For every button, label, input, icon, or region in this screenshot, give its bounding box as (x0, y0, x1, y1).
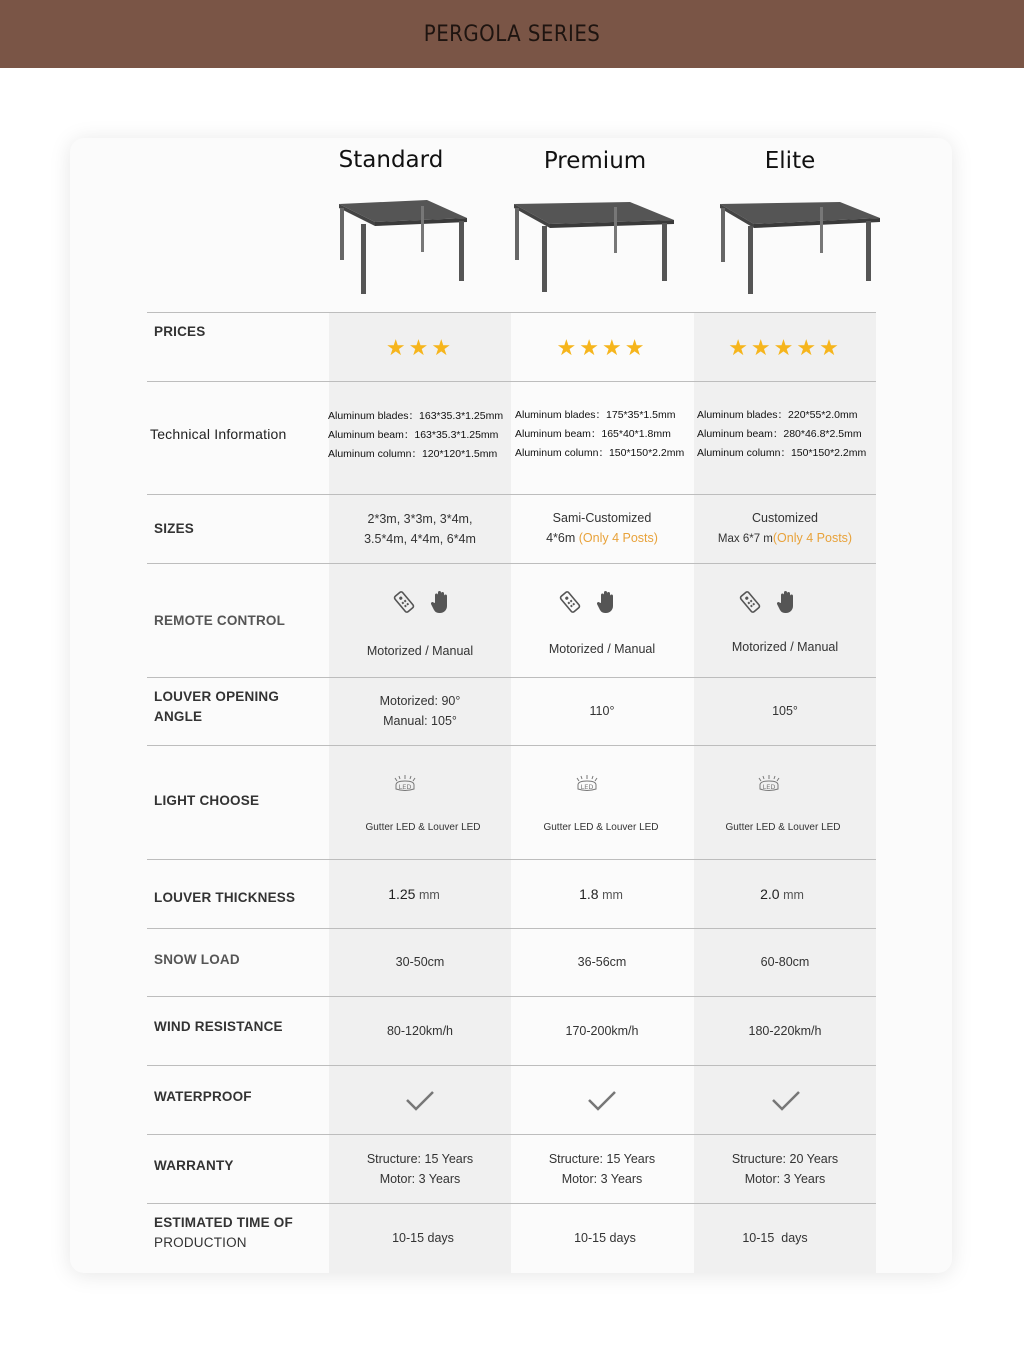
row-label-waterproof: WATERPROOF (154, 1089, 252, 1104)
snow-elite: 60-80cm (760, 955, 810, 969)
thickness-unit: mm (602, 888, 623, 902)
header-banner (0, 0, 1024, 68)
sizes-note: (Only 4 Posts) (772, 531, 853, 545)
thickness-premium (510, 884, 692, 905)
tech-column: Aluminum column：150*150*2.2mm (515, 447, 685, 459)
row-divider (147, 1203, 876, 1204)
remote-control-icon (391, 589, 417, 615)
warranty-elite (694, 1149, 876, 1189)
warranty-standard (329, 1149, 511, 1189)
warranty-line: Structure: 20 Years (731, 1152, 839, 1166)
snow-standard: 30-50cm (395, 955, 445, 969)
checkmark-icon (771, 1090, 801, 1112)
thickness-elite (691, 884, 873, 905)
led-icon (756, 772, 782, 796)
sizes-value: 4*6m (546, 531, 576, 545)
thickness-standard (323, 884, 505, 905)
row-divider (147, 859, 876, 860)
warranty-line: Motor: 3 Years (379, 1172, 461, 1186)
warranty-line: Motor: 3 Years (561, 1172, 643, 1186)
row-label-production (154, 1213, 293, 1253)
row-label-warranty: WARRANTY (154, 1158, 234, 1173)
row-divider (147, 381, 876, 382)
row-label-remote: REMOTE CONTROL (154, 613, 286, 628)
sizes-elite (694, 508, 876, 549)
tech-column: Aluminum column：150*150*2.2mm (697, 447, 867, 459)
row-label-light: LIGHT CHOOSE (154, 793, 260, 808)
light-elite: Gutter LED & Louver LED (725, 822, 841, 833)
column-header-premium: Premium (543, 148, 647, 174)
row-divider (147, 494, 876, 495)
svg-text:LED: LED (398, 783, 412, 791)
row-label-technical: Technical Information (150, 426, 287, 442)
label-line: ANGLE (154, 709, 203, 724)
sizes-line: 3.5*4m, 4*4m, 6*4m (364, 532, 476, 546)
label-line: ESTIMATED TIME OF (154, 1215, 293, 1230)
pergola-premium-icon (510, 198, 680, 298)
column-header-elite: Elite (764, 148, 816, 174)
row-label-sizes: SIZES (154, 521, 195, 536)
thickness-value: 1.8 (579, 886, 599, 902)
remote-premium: Motorized / Manual (548, 642, 656, 656)
thickness-value: 1.25 (388, 886, 416, 902)
hand-icon (595, 589, 619, 615)
row-label-snow: SNOW LOAD (154, 952, 240, 967)
label-line: LOUVER OPENING (154, 689, 280, 704)
tech-info-elite (697, 406, 866, 463)
wind-premium: 170-200km/h (565, 1024, 639, 1038)
tech-info-standard (328, 407, 503, 464)
warranty-line: Structure: 15 Years (548, 1152, 656, 1166)
warranty-premium (511, 1149, 693, 1189)
row-divider (147, 1134, 876, 1135)
thickness-unit: mm (783, 888, 804, 902)
light-premium: Gutter LED & Louver LED (543, 822, 659, 833)
row-divider (147, 563, 876, 564)
tech-blades: Aluminum blades：175*35*1.5mm (515, 409, 676, 421)
remote-elite: Motorized / Manual (731, 640, 839, 654)
wind-elite: 180-220km/h (748, 1024, 822, 1038)
row-label-prices: PRICES (154, 324, 206, 339)
sizes-premium (511, 508, 693, 548)
tech-blades: Aluminum blades：163*35.3*1.25mm (328, 410, 504, 422)
row-divider (147, 928, 876, 929)
sizes-note: (Only 4 Posts) (578, 531, 658, 545)
row-divider (147, 677, 876, 678)
angle-line: Manual: 105° (383, 714, 457, 728)
thickness-value: 2.0 (760, 886, 780, 902)
remote-control-icon (737, 589, 763, 615)
pergola-elite-icon (716, 198, 886, 298)
row-divider (147, 745, 876, 746)
hand-icon (775, 589, 799, 615)
tech-beam: Aluminum beam：163*35.3*1.25mm (328, 429, 499, 441)
sizes-standard (329, 509, 511, 549)
wind-standard: 80-120km/h (386, 1024, 453, 1038)
sizes-line: 2*3m, 3*3m, 3*4m, (367, 512, 473, 526)
remote-icons-elite (737, 589, 799, 615)
warranty-line: Motor: 3 Years (744, 1172, 826, 1186)
sizes-value: Max 6*7 m (717, 533, 773, 545)
label-line: PRODUCTION (154, 1235, 247, 1250)
tech-column: Aluminum column：120*120*1.5mm (328, 448, 498, 460)
row-label-louver-angle (154, 687, 279, 727)
tech-info-premium (515, 406, 684, 463)
page-title: PERGOLA SERIES (423, 21, 601, 47)
production-premium: 10-15 days (574, 1231, 636, 1245)
remote-icons-standard (391, 589, 453, 615)
warranty-line: Structure: 15 Years (366, 1152, 474, 1166)
row-divider (147, 1065, 876, 1066)
tech-beam: Aluminum beam：280*46.8*2.5mm (697, 428, 862, 440)
snow-premium: 36-56cm (577, 955, 627, 969)
production-standard: 10-15 days (392, 1231, 454, 1245)
remote-standard: Motorized / Manual (366, 644, 474, 658)
rating-stars-standard: ★★★ (385, 335, 455, 360)
column-header-standard: Standard (338, 147, 444, 173)
row-divider (147, 312, 876, 313)
hand-icon (429, 589, 453, 615)
production-elite: 10-15 days (742, 1231, 808, 1245)
pergola-standard-icon (335, 196, 471, 296)
rating-stars-premium: ★★★★ (556, 335, 648, 360)
angle-line: Motorized: 90° (379, 694, 461, 708)
svg-text:LED: LED (580, 783, 594, 791)
tech-beam: Aluminum beam：165*40*1.8mm (515, 428, 671, 440)
louver-angle-elite: 105° (772, 704, 798, 718)
louver-angle-standard (329, 691, 511, 731)
sizes-line: Sami-Customized (552, 511, 652, 525)
sizes-line (511, 528, 693, 548)
light-standard: Gutter LED & Louver LED (365, 822, 481, 833)
led-icon (574, 772, 600, 796)
louver-angle-premium: 110° (589, 704, 615, 718)
row-divider (147, 996, 876, 997)
remote-control-icon (557, 589, 583, 615)
row-label-thickness: LOUVER THICKNESS (154, 890, 296, 905)
sizes-line (694, 528, 876, 549)
checkmark-icon (587, 1090, 617, 1112)
led-icon (392, 772, 418, 796)
svg-text:LED: LED (762, 783, 776, 791)
tech-blades: Aluminum blades：220*55*2.0mm (697, 409, 858, 421)
thickness-unit: mm (418, 888, 440, 902)
remote-icons-premium (557, 589, 619, 615)
sizes-line: Customized (752, 511, 818, 525)
checkmark-icon (405, 1090, 435, 1112)
rating-stars-elite: ★★★★★ (728, 335, 842, 360)
row-label-wind: WIND RESISTANCE (154, 1019, 283, 1034)
